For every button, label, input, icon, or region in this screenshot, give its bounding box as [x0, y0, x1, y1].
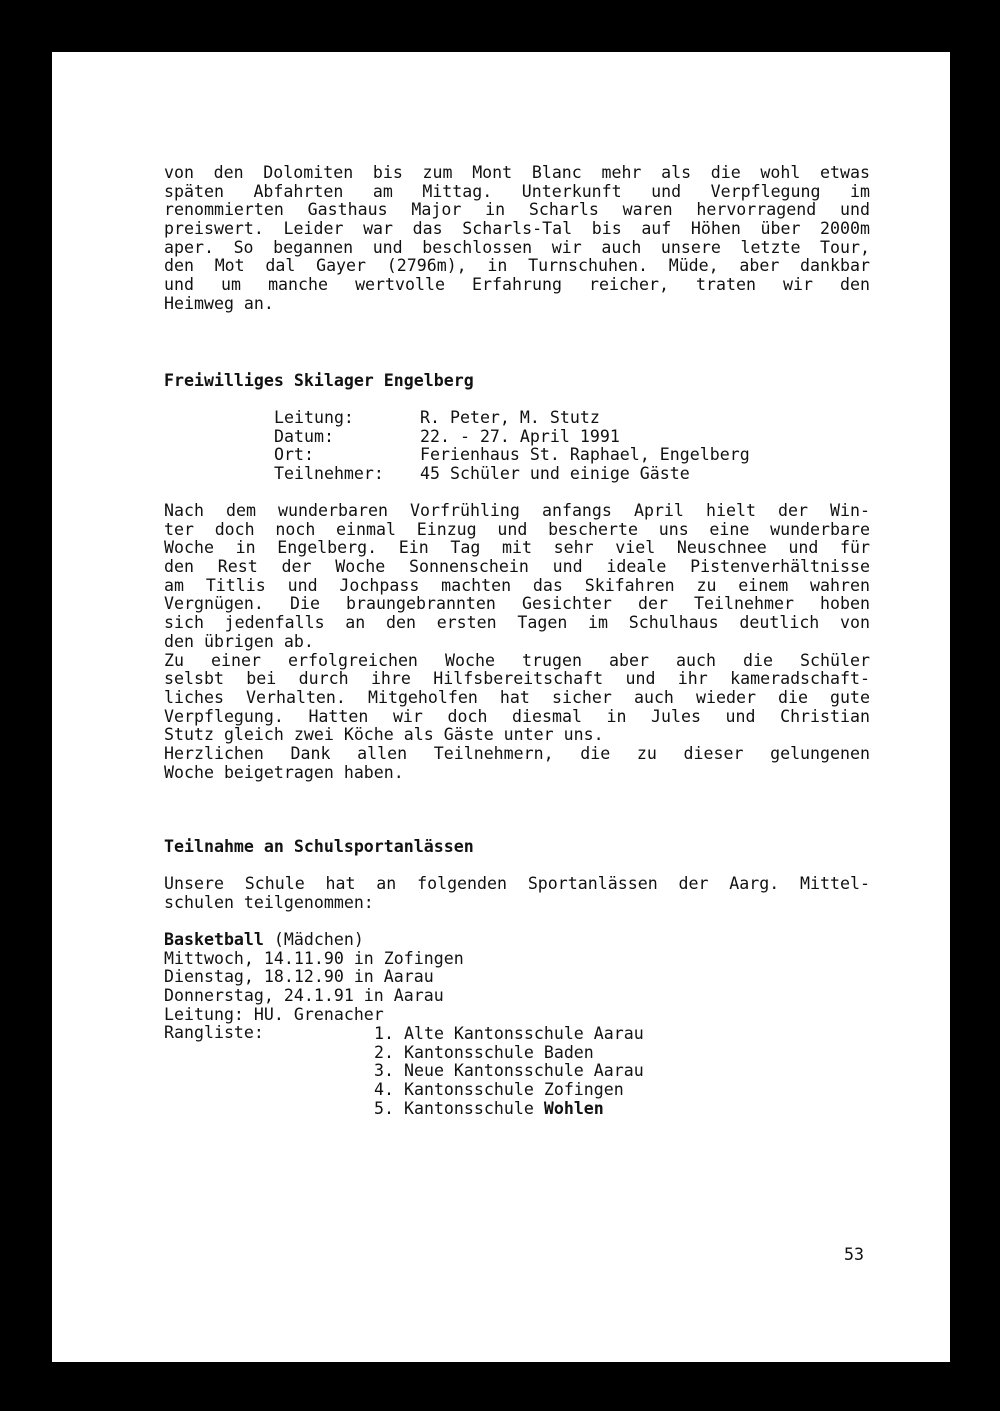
- text-line: späten Abfahrten am Mittag. Unterkunft und Verpflegung im: [164, 182, 870, 201]
- text-line: Woche beigetragen haben.: [164, 763, 404, 782]
- basketball-title: [164, 931, 870, 950]
- text-line: Heimweg an.: [164, 294, 274, 313]
- rank-entry: 4. Kantonsschule Zofingen: [374, 1081, 624, 1100]
- detail-row: [274, 409, 750, 428]
- detail-value: 45 Schüler und einige Gäste: [420, 464, 690, 484]
- text-line: Stutz gleich zwei Köche als Gäste unter uns.: [164, 726, 604, 745]
- detail-value: 22. - 27. April 1991: [420, 426, 620, 446]
- text-line: renommierten Gasthaus Major in Scharls waren hervorragend und: [164, 201, 870, 220]
- text-line: den Rest der Woche Sonnenschein und ideale Pistenverhältnisse: [164, 558, 870, 577]
- rank-entry: 3. Neue Kantonsschule Aarau: [374, 1062, 644, 1081]
- event-leader: Leitung: HU. Grenacher: [164, 1005, 384, 1024]
- detail-label: Leitung:: [274, 408, 354, 427]
- text-line: Woche in Engelberg. Ein Tag mit sehr viel Neuschnee und für: [164, 539, 870, 558]
- section-heading-skilager: Freiwilliges Skilager Engelberg: [164, 371, 474, 390]
- detail-row: [274, 465, 750, 484]
- text-line: Verpflegung. Hatten wir doch diesmal in Jules und Christian: [164, 707, 870, 726]
- text-line: Unsere Schule hat an folgenden Sportanlässen der Aarg. Mittel-: [164, 875, 870, 893]
- text-line: sich jedenfalls an den ersten Tagen im Schulhaus deutlich von: [164, 614, 870, 633]
- event-date: Mittwoch, 14.11.90 in Zofingen: [164, 949, 464, 968]
- page-number: 53: [844, 1245, 864, 1264]
- text-line: von den Dolomiten bis zum Mont Blanc mehr als die wohl etwas: [164, 164, 870, 182]
- schulsport-intro: [164, 875, 870, 912]
- text-line: den übrigen ab.: [164, 632, 314, 651]
- rank-entry-text: 5. Kantonsschule: [374, 1099, 544, 1118]
- text-line: den Mot dal Gayer (2796m), in Turnschuhen. Müde, aber dankbar: [164, 257, 870, 276]
- text-line: selsbt bei durch ihre Hilfsbereitschaft und ihr kameradschaft-: [164, 670, 870, 689]
- detail-label: Ort:: [274, 445, 314, 465]
- text-line: schulen teilgenommen:: [164, 893, 374, 912]
- text-line: ter doch noch einmal Einzug und bescherte uns eine wunderbare: [164, 520, 870, 539]
- text-line: liches Verhalten. Mitgeholfen hat sicher auch wieder die gute: [164, 688, 870, 707]
- detail-value: Ferienhaus St. Raphael, Engelberg: [420, 445, 750, 465]
- rangliste-label: Rangliste:: [164, 1024, 264, 1043]
- rank-entry: [374, 1100, 644, 1119]
- event-date: Dienstag, 18.12.90 in Aarau: [164, 968, 434, 987]
- skilager-body: [164, 502, 870, 782]
- rangliste: [374, 1025, 644, 1118]
- detail-row: [274, 428, 750, 447]
- document-page: [52, 52, 950, 1362]
- detail-value: R. Peter, M. Stutz: [420, 408, 600, 427]
- section-heading-schulsport: Teilnahme an Schulsportanlässen: [164, 837, 474, 856]
- text-line: Herzlichen Dank allen Teilnehmern, die zu dieser gelungenen: [164, 744, 870, 763]
- detail-label: Datum:: [274, 426, 334, 446]
- detail-label: Teilnehmer:: [274, 464, 384, 484]
- intro-paragraph: [164, 164, 870, 314]
- detail-row: [274, 446, 750, 465]
- basketball-title-rest: (Mädchen): [263, 931, 364, 949]
- text-line: Vergnügen. Die braungebrannten Gesichter der Teilnehmer hoben: [164, 595, 870, 614]
- rank-entry: 2. Kantonsschule Baden: [374, 1043, 594, 1062]
- skilager-details: [274, 409, 750, 484]
- text-line: am Titlis und Jochpass machten das Skifahren zu einem wahren: [164, 576, 870, 595]
- event-date: Donnerstag, 24.1.91 in Aarau: [164, 987, 444, 1006]
- text-line: Zu einer erfolgreichen Woche trugen aber auch die Schüler: [164, 651, 870, 670]
- basketball-title-bold: Basketball: [164, 931, 264, 949]
- rank-entry-bold: Wohlen: [543, 1099, 604, 1118]
- text-line: aper. So begannen und beschlossen wir auch unsere letzte Tour,: [164, 238, 870, 257]
- rank-entry: 1. Alte Kantonsschule Aarau: [374, 1025, 644, 1043]
- text-line: und um manche wertvolle Erfahrung reicher, traten wir den: [164, 276, 870, 295]
- text-line: preiswert. Leider war das Scharls-Tal bis auf Höhen über 2000m: [164, 220, 870, 239]
- text-line: Nach dem wunderbaren Vorfrühling anfangs April hielt der Win-: [164, 502, 870, 520]
